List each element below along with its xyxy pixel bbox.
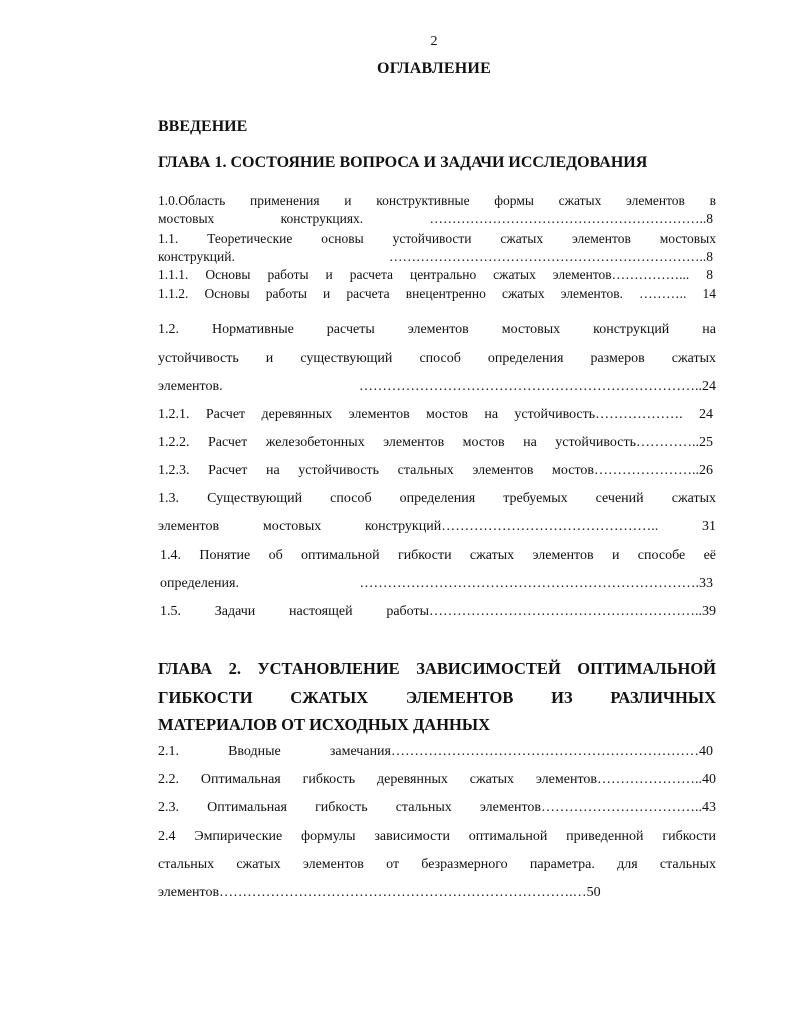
toc-entry-1-2-2: 1.2.2. Расчет железобетонных элементов мостов на устойчивость…………..25 [158,435,713,450]
toc-entry-1-4-line2: определения. ……………………………………………………………….33 [160,576,713,591]
intro-entry: ВВЕДЕНИЕ [158,118,248,135]
toc-entry-2-1: 2.1. Вводные замечания…………………………………………………………40 [158,744,713,759]
toc-entry-1-4-line1: 1.4. Понятие об оптимальной гибкости сжатых элементов и способе её [160,548,716,563]
chapter2-heading-line2: ГИБКОСТИ СЖАТЫХ ЭЛЕМЕНТОВ ИЗ РАЗЛИЧНЫХ [158,688,716,707]
chapter2-heading-line3: МАТЕРИАЛОВ ОТ ИСХОДНЫХ ДАННЫХ [158,715,490,734]
chapter1-heading: ГЛАВА 1. СОСТОЯНИЕ ВОПРОСА И ЗАДАЧИ ИССЛЕДОВАНИЯ [158,154,648,171]
toc-entry-1-3-line1: 1.3. Существующий способ определения требуемых сечений сжатых [158,491,716,506]
toc-entry-2-2: 2.2. Оптимальная гибкость деревянных сжатых элементов…………………..40 [158,772,716,787]
toc-entry-1-2-line1: 1.2. Нормативные расчеты элементов мостовых конструкций на [158,322,716,337]
toc-entry-1-0-line2: мостовых конструкциях. ……………………………………………………..8 [158,211,713,226]
toc-entry-1-1-line2: конструкций. ……………………………………………………………..8 [158,249,713,264]
toc-entry-1-2-3: 1.2.3. Расчет на устойчивость стальных элементов мостов…………………..26 [158,463,713,478]
toc-entry-2-4-line2: стальных сжатых элементов от безразмерного параметра. для стальных [158,857,716,872]
toc-entry-1-1-2: 1.1.2. Основы работы и расчета внецентренно сжатых элементов. ……….. 14 [158,286,716,301]
toc-title: ОГЛАВЛЕНИЕ [377,60,491,77]
chapter2-heading-line1: ГЛАВА 2. УСТАНОВЛЕНИЕ ЗАВИСИМОСТЕЙ ОПТИМАЛЬНОЙ [158,659,716,678]
toc-entry-1-1-line1: 1.1. Теоретические основы устойчивости сжатых элементов мостовых [158,231,716,246]
toc-entry-1-3-line2: элементов мостовых конструкций……………………………………….. 31 [158,519,716,534]
toc-entry-1-2-1: 1.2.1. Расчет деревянных элементов мостов на устойчивость………………. 24 [158,407,713,422]
toc-entry-1-2-line3: элементов. ………………………………………………………………..24 [158,379,716,394]
toc-entry-1-1-1: 1.1.1. Основы работы и расчета центрально сжатых элементов……………... 8 [158,267,713,282]
toc-entry-1-0-line1: 1.0.Область применения и конструктивные формы сжатых элементов в [158,193,716,208]
toc-entry-2-4-line3: элементов………………………………………………………………….…50 [158,885,601,900]
toc-entry-1-2-line2: устойчивость и существующий способ определения размеров сжатых [158,351,716,366]
toc-entry-2-4-line1: 2.4 Эмпирические формулы зависимости оптимальной приведенной гибкости [158,829,716,844]
toc-entry-2-3: 2.3. Оптимальная гибкость стальных элементов……………………………..43 [158,800,716,815]
toc-entry-1-5: 1.5. Задачи настоящей работы…………………………………………………..39 [160,604,716,619]
page-number: 2 [430,34,438,49]
